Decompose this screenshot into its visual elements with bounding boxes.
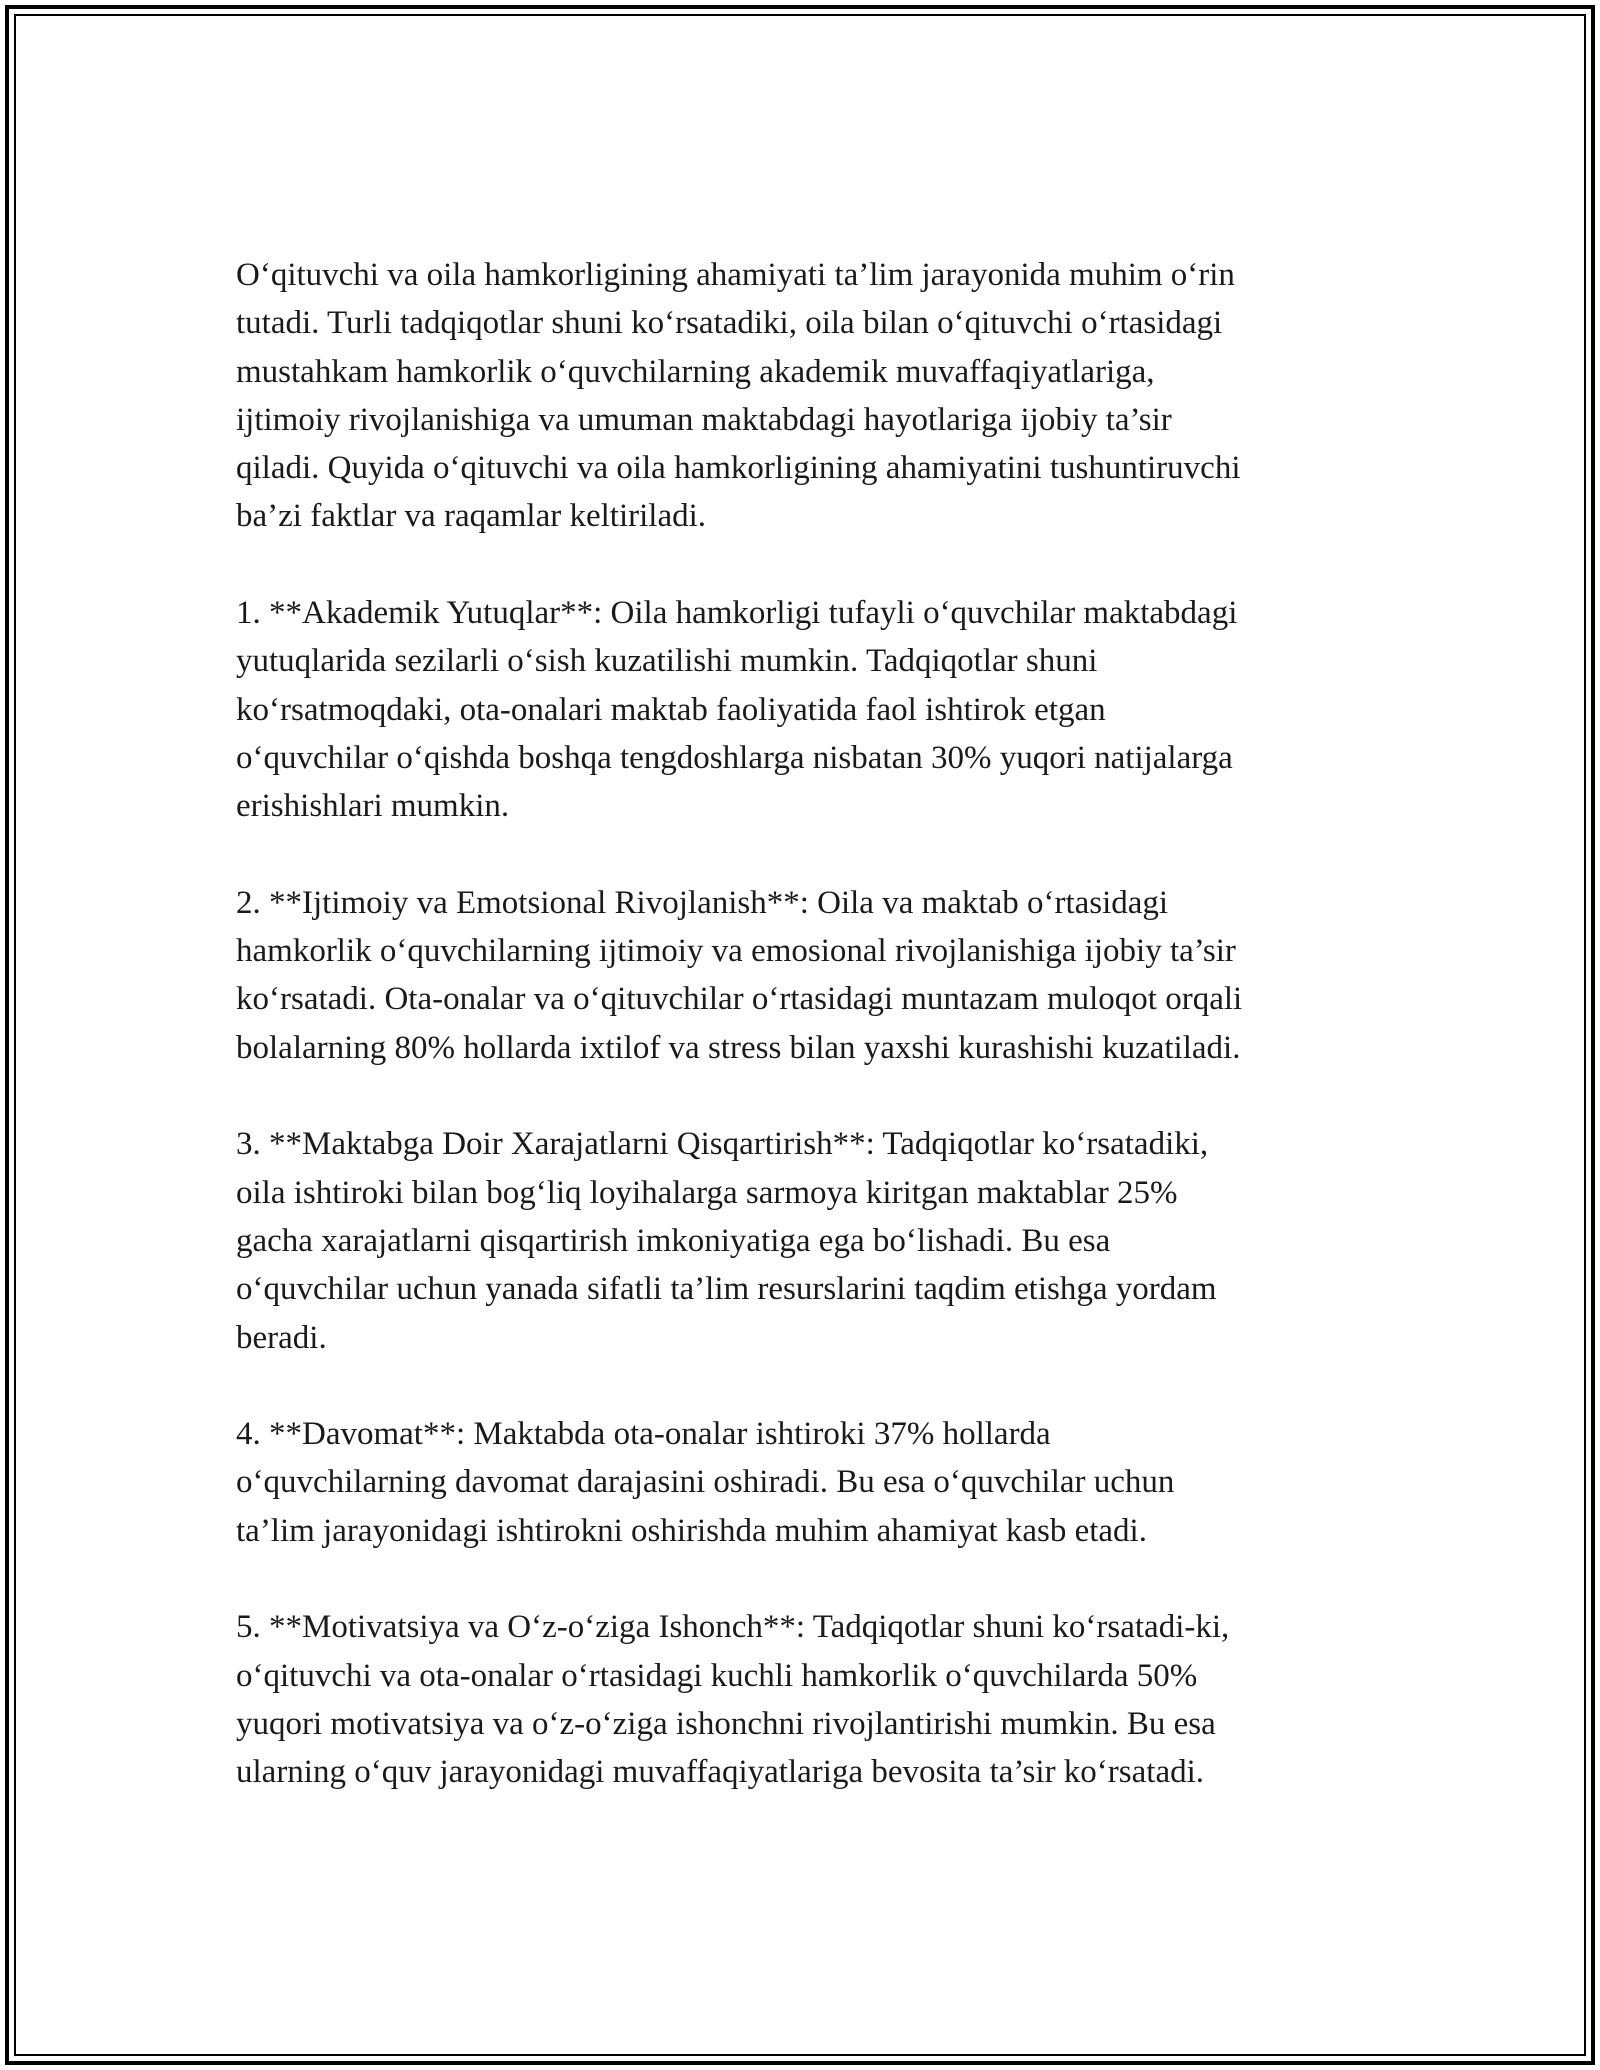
list-item-social-emotional-development: 2. **Ijtimoiy va Emotsional Rivojlanish**: Oila va maktab o‘rtasidagi hamkorlik o‘quvchilarning ijtimoiy va emosional rivojlanishiga ijobiy ta’sir ko‘rsatadi. Ota-onalar va o‘qituvchilar o‘rtasidagi muntazam muloqot orqali bolalarning 80% hollarda ixtilof va stress bilan yaxshi kurashishi kuzatiladi. — [236, 884, 1243, 1066]
list-item-motivation-self-confidence: 5. **Motivatsiya va O‘z-o‘ziga Ishonch**: Tadqiqotlar shuni ko‘rsatadi-ki, o‘qituvchi va ota-onalar o‘rtasidagi kuchli hamkorlik o‘quvchilarda 50% yuqori motivatsiya va o‘z-o‘ziga ishonchni rivojlantirishi mumkin. Bu esa ularning o‘quv jarayonidagi muvaffaqiyatlariga bevosita ta’sir ko‘rsatadi. — [236, 1609, 1230, 1791]
intro-paragraph: O‘qituvchi va oila hamkorligining ahamiyati ta’lim jarayonida muhim o‘rin tutadi. Turli tadqiqotlar shuni ko‘rsatadiki, oila bilan o‘qituvchi o‘rtasidagi mustahkam hamkorlik o‘quvchilarning akademik muvaffaqiyatlariga, ijtimoiy rivojlanishiga va umuman maktabdagi hayotlariga ijobiy ta’sir qiladi. Quyida o‘qituvchi va oila hamkorligining ahamiyatini tushuntiruvchi ba’zi faktlar va raqamlar keltiriladi. — [236, 257, 1241, 535]
list-item-school-cost-reduction: 3. **Maktabga Doir Xarajatlarni Qisqartirish**: Tadqiqotlar ko‘rsatadiki, oila ishtiroki bilan bog‘liq loyihalarga sarmoya kiritgan maktablar 25% gacha xarajatlarni qisqartirish imkoniyatiga ega bo‘lishadi. Bu esa o‘quvchilar uchun yanada sifatli ta’lim resurslarini taqdim etishga yordam beradi. — [236, 1126, 1217, 1356]
document-body — [236, 251, 1376, 1797]
list-item-academic-achievements: 1. **Akademik Yutuqlar**: Oila hamkorligi tufayli o‘quvchilar maktabdagi yutuqlarida sezilarli o‘sish kuzatilishi mumkin. Tadqiqotlar shuni ko‘rsatmoqdaki, ota-onalari maktab faoliyatida faol ishtirok etgan o‘quvchilar o‘qishda boshqa tengdoshlarga nisbatan 30% yuqori natijalarga erishishlari mumkin. — [236, 595, 1238, 825]
list-item-attendance: 4. **Davomat**: Maktabda ota-onalar ishtiroki 37% hollarda o‘quvchilarning davomat darajasini oshiradi. Bu esa o‘quvchilar uchun ta’lim jarayonidagi ishtirokni oshirishda muhim ahamiyat kasb etadi. — [236, 1416, 1175, 1549]
